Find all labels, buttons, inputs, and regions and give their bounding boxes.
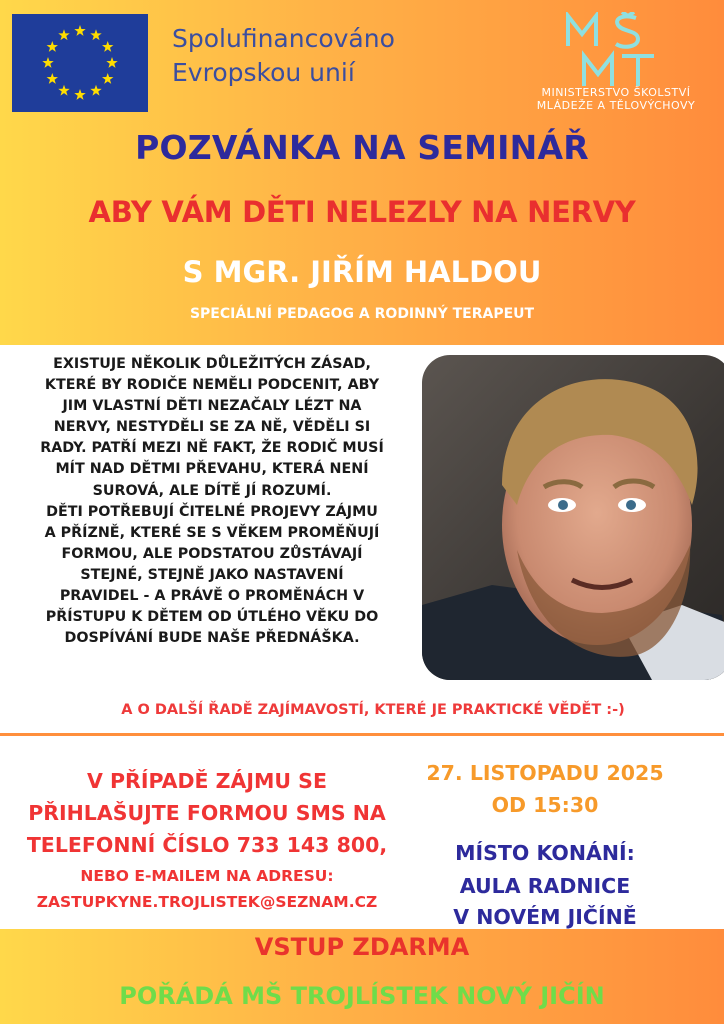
registration-line-2: PŘIHLAŠUJTE FORMOU SMS NA: [28, 801, 386, 825]
event-date: 27. LISTOPADU 2025: [426, 761, 664, 785]
description-line: NERVY, NESTYDĚLI SE ZA NĚ, VĚDĚLI SI: [53, 419, 371, 436]
description-line: MÍT NAD DĚTMI PŘEVAHU, KTERÁ NENÍ: [55, 461, 369, 478]
seminar-name: ABY VÁM DĚTI NELEZLY NA NERVY: [88, 195, 636, 229]
msmt-caption: [508, 86, 724, 112]
description-line: A PŘÍZNĚ, KTERÉ SE S VĚKEM PROMĚŇUJÍ: [44, 524, 380, 541]
msmt-monogram-icon: [562, 12, 670, 90]
venue-label: MÍSTO KONÁNÍ:: [455, 841, 635, 865]
registration-email: ZASTUPKYNE.TROJLISTEK@SEZNAM.CZ: [36, 893, 378, 911]
description-line: STEJNÉ, STEJNĚ JAKO NASTAVENÍ: [80, 566, 344, 583]
description-line: EXISTUJE NĚKOLIK DŮLEŽITÝCH ZÁSAD,: [53, 356, 371, 372]
venue-line-2: V NOVÉM JIČÍNĚ: [453, 905, 637, 929]
description-line: DĚTI POTŘEBUJÍ ČITELNÉ PROJEVY ZÁJMU: [46, 503, 378, 520]
speaker-photo: [422, 355, 724, 680]
section-divider: [0, 733, 724, 736]
description-line: SUROVÁ, ALE DÍTĚ JÍ ROZUMÍ.: [92, 482, 332, 499]
registration-info: [12, 765, 402, 915]
event-venue: [410, 838, 680, 933]
description-line: PRAVIDEL - A PRÁVĚ O PROMĚNÁCH V: [59, 588, 365, 605]
more-topics-note: A O DALŠÍ ŘADĚ ZAJÍMAVOSTÍ, KTERÉ JE PRAKTICKÉ VĚDĚT :-): [121, 702, 625, 718]
msmt-caption-line-2: MLÁDEŽE A TĚLOVÝCHOVY: [536, 99, 696, 112]
registration-line-1: V PŘÍPADĚ ZÁJMU SE: [87, 769, 327, 793]
event-time: OD 15:30: [491, 793, 599, 817]
speaker-name: S MGR. JIŘÍM HALDOU: [182, 255, 542, 289]
cofinanced-text: [172, 22, 395, 90]
registration-line-4: NEBO E-MAILEM NA ADRESU:: [80, 867, 334, 885]
organizer: POŘÁDÁ MŠ TROJLÍSTEK NOVÝ JIČÍN: [119, 982, 605, 1010]
msmt-caption-line-1: MINISTERSTVO ŠKOLSTVÍ: [541, 86, 691, 99]
cofinanced-line-2: Evropskou unií: [172, 58, 355, 87]
cofinanced-line-1: Spolufinancováno: [172, 24, 395, 53]
eu-flag-logo: [12, 14, 148, 112]
speaker-role: SPECIÁLNÍ PEDAGOG A RODINNÝ TERAPEUT: [189, 306, 535, 322]
registration-phone: TELEFONNÍ ČÍSLO 733 143 800,: [26, 833, 388, 857]
venue-line-1: AULA RADNICE: [459, 874, 631, 898]
seminar-description: [22, 354, 402, 649]
free-entry: VSTUP ZDARMA: [254, 933, 470, 961]
event-datetime: [405, 757, 685, 821]
eu-stars-icon: [12, 14, 148, 112]
description-line: FORMOU, ALE PODSTATOU ZŮSTÁVAJÍ: [61, 545, 363, 562]
description-line: RADY. PATŘÍ MEZI NĚ FAKT, ŽE RODIČ MUSÍ: [40, 440, 384, 457]
invitation-title: POZVÁNKA NA SEMINÁŘ: [135, 128, 589, 167]
description-line: JIM VLASTNÍ DĚTI NEZAČALY LÉZT NA: [62, 398, 362, 415]
msmt-logo: [562, 12, 670, 90]
description-line: DOSPÍVÁNÍ BUDE NAŠE PŘEDNÁŠKA.: [64, 630, 360, 647]
description-line: KTERÉ BY RODIČE NEMĚLI PODCENIT, ABY: [44, 377, 380, 394]
description-line: PŘÍSTUPU K DĚTEM OD ÚTLÉHO VĚKU DO: [45, 609, 379, 626]
speaker-portrait-image: [422, 355, 724, 680]
